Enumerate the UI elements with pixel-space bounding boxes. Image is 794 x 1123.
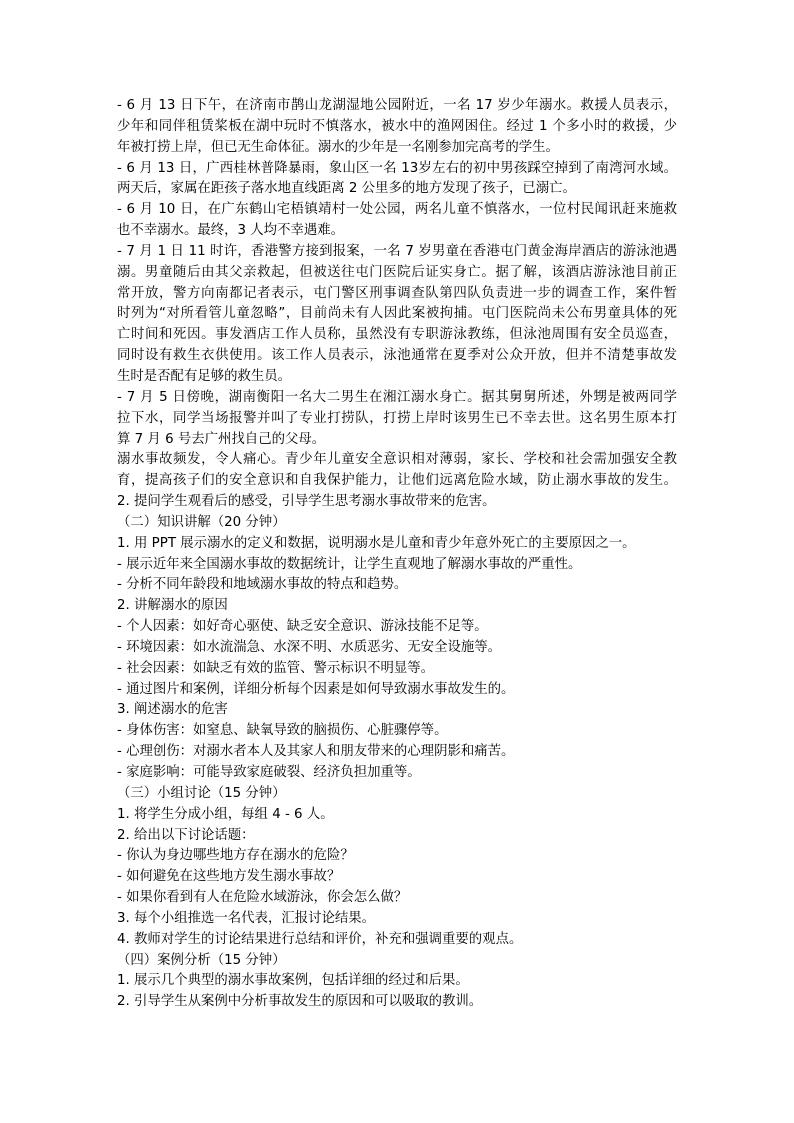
text-line: 2. 提问学生观看后的感受，引导学生思考溺水事故带来的危害。 [117,494,496,510]
text-line: 算 7 月 6 号去广州找自己的父母。 [117,431,326,447]
text-line: - 6 月 13 日下午，在济南市鹊山龙湖湿地公园附近，一名 17 岁少年溺水。救援人员表示， [117,98,677,113]
text-line: 2. 给出以下讨论话题： [117,827,255,843]
text-line: 两天后，家属在距孩子落水地直线距离 2 公里多的地方发现了孩子，已溺亡。 [117,181,576,197]
text-line: - 6 月 13 日，广西桂林普降暴雨，象山区一名 13岁左右的初中男孩踩空掉到了南湾河水域。 [117,160,677,176]
text-line: 3. 每个小组推选一名代表，汇报讨论结果。 [117,910,376,926]
text-line: 1. 用 PPT 展示溺水的定义和数据，说明溺水是儿童和青少年意外死亡的主要原因之一。 [117,535,636,551]
text-line: - 个人因素：如好奇心驱使、缺乏安全意识、游泳技能不足等。 [117,619,488,635]
text-line: 同时设有救生衣供使用。该工作人员表示，泳池通常在夏季对公众开放，但并不清楚事故发 [117,348,677,364]
text-line: - 你认为身边哪些地方存在溺水的危险？ [117,848,354,864]
text-line: - 心理创伤：对溺水者本人及其家人和朋友带来的心理阴影和痛苦。 [117,744,515,760]
text-line: - 如何避免在这些地方发生溺水事故？ [117,869,341,885]
text-line: 亡时间和死因。事发酒店工作人员称，虽然没有专职游泳教练，但泳池周围有安全员巡查， [117,327,677,343]
text-line: - 环境因素：如水流湍急、水深不明、水质恶劣、无安全设施等。 [117,639,502,655]
text-line: - 社会因素：如缺乏有效的监管、警示标识不明显等。 [117,660,435,676]
text-line: 拉下水，同学当场报警并叫了专业打捞队，打捞上岸时该男生已不幸去世。这名男生原本打 [117,410,677,426]
text-line: 时列为“对所看管儿童忽略”，目前尚未有人因此案被拘捕。屯门医院尚未公布男童具体的死 [117,306,677,322]
text-line: 1. 将学生分成小组，每组 4 - 6 人。 [117,806,334,822]
text-line: （二）知识讲解（20 分钟） [117,514,286,530]
text-line: 少年和同伴租赁桨板在湖中玩时不慎落水，被水中的渔网困住。经过 1 个多小时的救援，少 [117,118,677,134]
text-line: 常开放，警方向南都记者表示，屯门警区刑事调查队第四队负责进一步的调查工作，案件暂 [117,285,677,301]
text-line: 2. 引导学生从案例中分析事故发生的原因和可以吸取的教训。 [117,994,483,1010]
text-line: - 6 月 10 日，在广东鹤山宅梧镇靖村一处公园，两名儿童不慎落水，一位村民闻讯赶来施救 [117,202,677,218]
text-line: - 通过图片和案例，详细分析每个因素是如何导致溺水事故发生的。 [117,681,515,697]
text-line: 1. 展示几个典型的溺水事故案例，包括详细的经过和后果。 [117,973,469,989]
text-line: - 身体伤害：如窒息、缺氧导致的脑损伤、心脏骤停等。 [117,723,448,739]
text-line: （四）案例分析（15 分钟） [117,952,286,968]
text-line: - 分析不同年龄段和地域溺水事故的特点和趋势。 [117,577,408,593]
text-line: 生时是否配有足够的救生员。 [117,368,292,384]
text-line: - 7 月 1 日 11 时许，香港警方接到报案，一名 7 岁男童在香港屯门黄金海岸酒店的游泳池遇 [117,243,677,259]
document-body [117,96,677,1013]
text-line: - 如果你看到有人在危险水域游泳，你会怎么做？ [117,890,408,906]
text-line: 2. 讲解溺水的原因 [117,598,228,614]
text-line: 4. 教师对学生的讨论结果进行总结和评价，补充和强调重要的观点。 [117,931,523,947]
text-line: 年被打捞上岸，但已无生命体征。溺水的少年是一名刚参加完高考的学生。 [117,139,559,155]
text-line: - 展示近年来全国溺水事故的数据统计，让学生直观地了解溺水事故的严重性。 [117,556,582,572]
text-line: （三）小组讨论（15 分钟） [117,785,286,801]
text-line: 溺。男童随后由其父亲救起，但被送往屯门医院后证实身亡。据了解，该酒店游泳池目前正 [117,264,677,280]
text-line: 3. 阐述溺水的危害 [117,702,228,718]
text-line: 也不幸溺水。最终，3 人均不幸遇难。 [117,223,345,239]
text-line: - 家庭影响：可能导致家庭破裂、经济负担加重等。 [117,765,421,780]
text-line: - 7 月 5 日傍晚，湖南衡阳一名大二男生在湘江溺水身亡。据其舅舅所述，外甥是被两同学 [117,389,677,405]
text-line: 溺水事故频发，令人痛心。青少年儿童安全意识相对薄弱，家长、学校和社会需加强安全教 [117,452,677,468]
text-line: 育，提高孩子们的安全意识和自我保护能力，让他们远离危险水域，防止溺水事故的发生。 [117,473,677,489]
